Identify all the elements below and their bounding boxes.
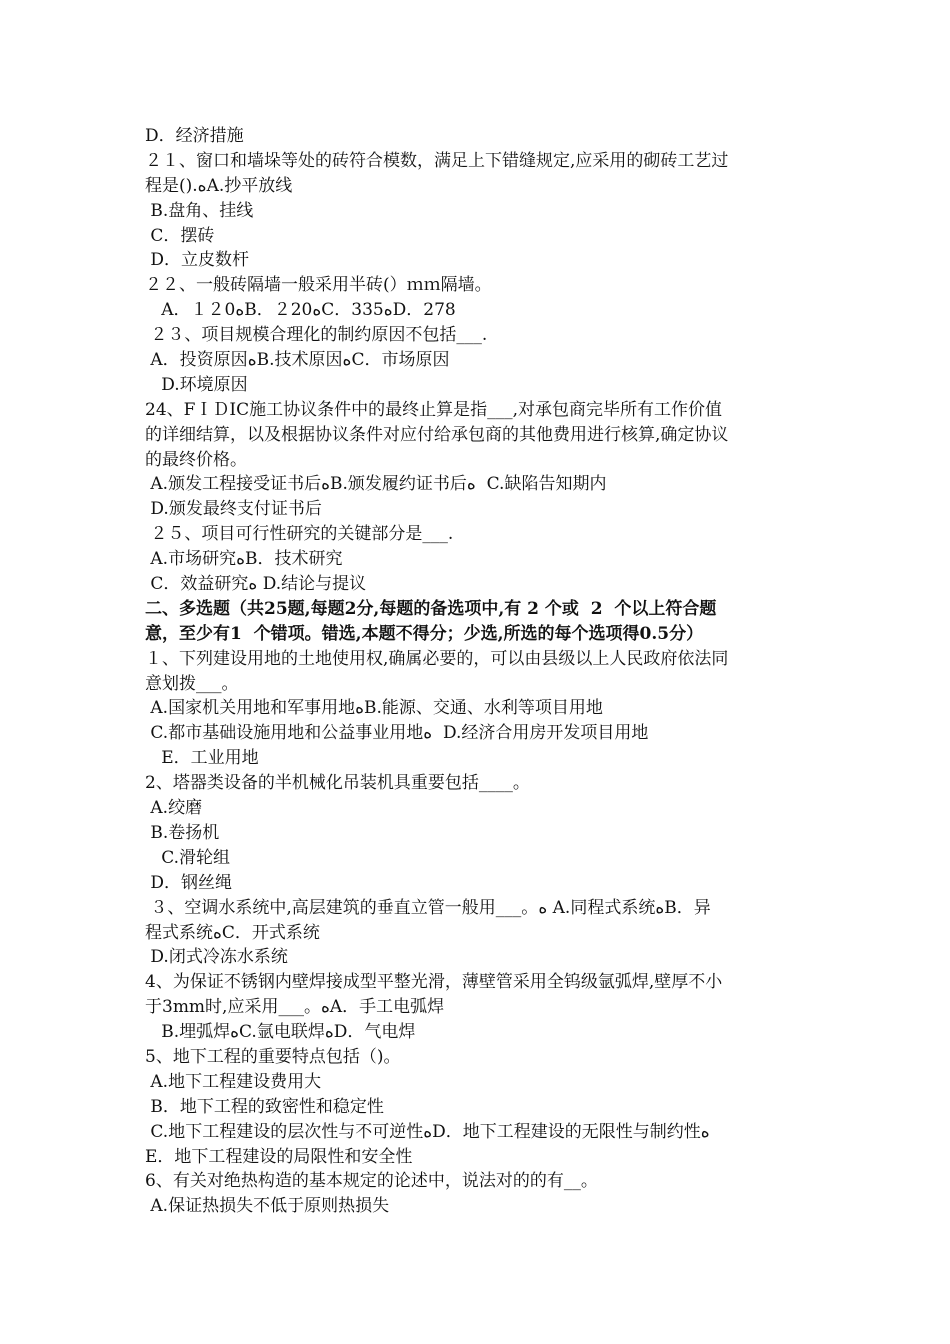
text-line: ２２、一般砖隔墙一般采用半砖(）ｍｍ隔墙。 bbox=[145, 275, 492, 296]
text-line: 程是().ﻩA.抄平放线 bbox=[145, 175, 293, 196]
text-line: 6、有关对绝热构造的基本规定的论述中，说法对的的有__。 bbox=[145, 1171, 598, 1192]
text-line: 5、地下工程的重要特点包括（)。 bbox=[145, 1046, 401, 1067]
text-line: ２５、项目可行性研究的关键部分是___. bbox=[145, 524, 454, 545]
text-line: 程式系统ﻩC．开式系统 bbox=[145, 922, 320, 943]
text-line: 意划拨___。 bbox=[145, 673, 239, 694]
text-line: ２３、项目规模合理化的制约原因不包括___. bbox=[145, 325, 488, 346]
section-heading-line: 意，至少有1 个错项。错选,本题不得分；少选,所选的每个选项得0.5分） bbox=[145, 623, 704, 644]
text-line: D．经济措施 bbox=[145, 126, 244, 146]
text-line: A.国家机关用地和军事用地ﻩB.能源、交通、水利等项目用地 bbox=[145, 698, 603, 719]
text-line: 24、FＩＤIC施工协议条件中的最终止算是指___,对承包商完毕所有工作价值 bbox=[145, 399, 723, 420]
text-line: D.闭式冷冻水系统 bbox=[145, 947, 288, 968]
text-line: A.颁发工程接受证书后ﻩB.颁发履约证书后ﻩ C.缺陷告知期内 bbox=[145, 474, 607, 495]
text-line: D.环境原因 bbox=[145, 374, 248, 395]
text-line: A.地下工程建设费用大 bbox=[145, 1071, 322, 1092]
text-line: C.滑轮组 bbox=[145, 847, 231, 868]
text-line: 于3mm时,应采用___。ﻩA．手工电弧焊 bbox=[145, 997, 445, 1018]
text-line: 2、塔器类设备的半机械化吊装机具重要包括____。 bbox=[145, 773, 530, 794]
text-line: 4、为保证不锈钢内壁焊接成型平整光滑，薄壁管采用全钨级氩弧焊,壁厚不小 bbox=[145, 972, 723, 993]
text-line: C.都市基础设施用地和公益事业用地ﻩ D.经济合用房开发项目用地 bbox=[145, 723, 649, 744]
text-line: B.卷扬机 bbox=[145, 822, 220, 843]
text-line: D．钢丝绳 bbox=[145, 872, 233, 893]
text-line: 的最终价格。 bbox=[145, 449, 247, 470]
text-line: C.地下工程建设的层次性与不可逆性ﻩD．地下工程建设的无限性与制约性ﻩ bbox=[145, 1121, 710, 1142]
text-line: E．地下工程建设的局限性和安全性 bbox=[145, 1146, 413, 1167]
text-line: B.盘角、挂线 bbox=[145, 200, 254, 221]
text-line: E．工业用地 bbox=[145, 748, 259, 769]
section-heading-line: 二、多选题（共25题,每题2分,每题的备选项中,有 2 个或 2 个以上符合题 bbox=[145, 598, 717, 619]
text-line: ２１、窗口和墙垛等处的砖符合模数，满足上下错缝规定,应采用的砌砖工艺过 bbox=[145, 150, 729, 171]
text-line: A.绞磨 bbox=[145, 798, 203, 819]
text-line: C．效益研究ﻩ D.结论与提议 bbox=[145, 574, 367, 595]
text-line: A．１２0ﻩB．２20ﻩC．335ﻩD．278 bbox=[145, 300, 456, 321]
text-line: A.保证热损失不低于原则热损失 bbox=[145, 1196, 390, 1217]
text-line: B．地下工程的致密性和稳定性 bbox=[145, 1096, 384, 1117]
text-line: C．摆砖 bbox=[145, 225, 215, 246]
text-line: １、下列建设用地的土地使用权,确属必要的，可以由县级以上人民政府依法同 bbox=[145, 648, 729, 669]
text-line: D.颁发最终支付证书后 bbox=[145, 499, 322, 520]
text-line: ３、空调水系统中,高层建筑的垂直立管一般用___。ﻩ A.同程式系统ﻩB．异 bbox=[145, 897, 711, 918]
text-line: A.市场研究ﻩB．技术研究 bbox=[145, 549, 343, 570]
document-body bbox=[145, 124, 815, 1219]
text-line: B.埋弧焊ﻩC.氩电联焊ﻩD．气电焊 bbox=[145, 1022, 416, 1043]
text-line: A．投资原因ﻩB.技术原因ﻩC．市场原因 bbox=[145, 350, 450, 371]
text-line: 的详细结算，以及根据协议条件对应付给承包商的其他费用进行核算,确定协议 bbox=[145, 424, 729, 445]
text-line: D．立皮数杆 bbox=[145, 250, 250, 271]
